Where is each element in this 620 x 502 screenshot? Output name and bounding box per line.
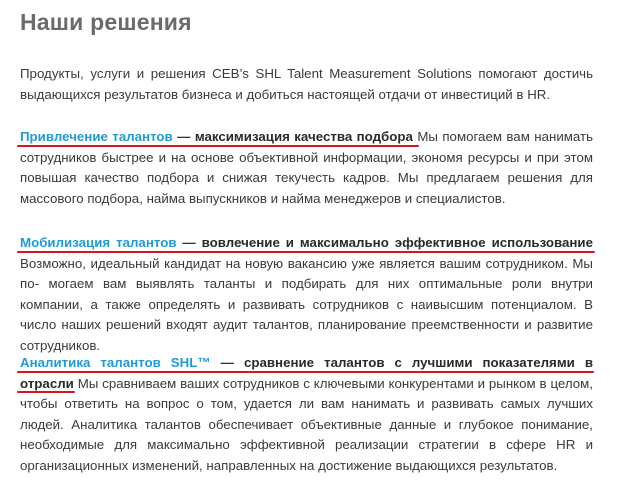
highlight-underline (17, 251, 595, 253)
highlight-underline (17, 145, 419, 147)
highlight-underline (17, 391, 75, 393)
section-headline-mobilization: вовлечение и максимально эффективное использование (201, 235, 593, 250)
highlight-underline (17, 371, 594, 373)
page-title: Наши решения (20, 9, 192, 35)
section-dash: — (172, 129, 195, 144)
section-body-analytics: Мы сравниваем ваших сотрудников с ключевыми конкурентами и рынком в целом, чтобы ответить на вопрос о том, удается ли вам нанимать и развивать самых лучших людей. Аналитика талантов обеспечивает объективные данные и глубокое понимание, необходимые для максимально эффективной реализации стратегии в сфере HR и организационных изменений, направленных на достижение выдающихся результатов. (20, 375, 593, 473)
section-body-mobilization: Возможно, идеальный кандидат на новую вакансию уже является вашим сотрудником. Мы по- могаем вам выявлять таланты и подбирать для них оптимальные роли внутри компании, а также определять и развивать сотрудников с наивысшим потенциалом. В число наших решений входят аудит талантов, планирование преемственности и развитие сотрудников. (20, 255, 593, 353)
section-recruitment (20, 127, 593, 209)
intro-paragraph: Продукты, услуги и решения CEB’s SHL Talent Measurement Solutions помогают достичь выдающихся результатов бизнеса и добиться настоящей отдачи от инвестиций в HR. (20, 66, 593, 102)
section-link-recruitment[interactable]: Привлечение талантов (20, 129, 173, 144)
section-dash: — (176, 235, 202, 250)
section-link-analytics[interactable]: Аналитика талантов SHL™ (20, 355, 211, 370)
section-headline-analytics: сравнение талантов с лучшими показателями в отрасли (20, 355, 593, 391)
section-link-mobilization[interactable]: Мобилизация талантов (20, 235, 177, 250)
section-headline-recruitment: максимизация качества подбора (194, 129, 413, 144)
section-dash: — (210, 355, 244, 370)
section-body-recruitment: Мы помогаем вам нанимать сотрудников быстрее и на основе объективной информации, экономя ресурсы и при этом повышая качество подбора и снижая текучесть кадров. Мы предлагаем решения для массового подбора, найма выпускников и найма менеджеров и специалистов. (20, 129, 594, 206)
